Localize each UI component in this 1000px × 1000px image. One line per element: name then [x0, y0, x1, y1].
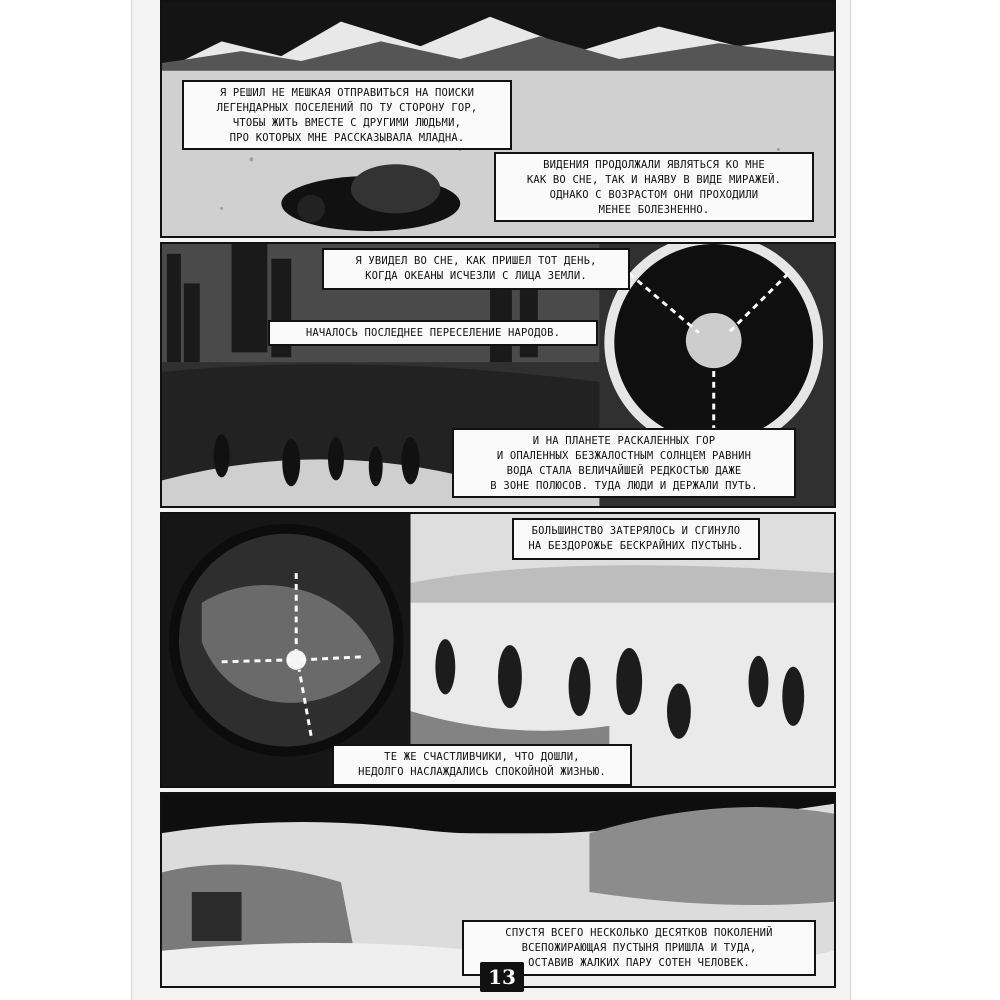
page-number: 13 — [480, 962, 524, 992]
caption-1: Я РЕШИЛ НЕ МЕШКАЯ ОТПРАВИТЬСЯ НА ПОИСКИ ЛЕГЕНДАРНЫХ ПОСЕЛЕНИЙ ПО ТУ СТОРОНУ ГОР, ЧТОБЫ ЖИТЬ ВМЕСТЕ С ДРУГИМИ ЛЮДЬМИ, ПРО КОТОРЫХ МНЕ РАССКАЗЫВАЛА МЛАДНА. — [182, 80, 512, 150]
caption-3: Я УВИДЕЛ ВО СНЕ, КАК ПРИШЕЛ ТОТ ДЕНЬ, КОГДА ОКЕАНЫ ИСЧЕЗЛИ С ЛИЦА ЗЕМЛИ. — [322, 248, 630, 290]
caption-5: И НА ПЛАНЕТЕ РАСКАЛЕННЫХ ГОР И ОПАЛЕННЫХ БЕЗЖАЛОСТНЫМ СОЛНЦЕМ РАВНИН ВОДА СТАЛА ВЕЛИЧАЙШЕЙ РЕДКОСТЬЮ ДАЖЕ В ЗОНЕ ПОЛЮСОВ. ТУДА ЛЮДИ И ДЕРЖАЛИ ПУТЬ. — [452, 428, 796, 498]
caption-7: ТЕ ЖЕ СЧАСТЛИВЧИКИ, ЧТО ДОШЛИ, НЕДОЛГО НАСЛАЖДАЛИСЬ СПОКОЙНОЙ ЖИЗНЬЮ. — [332, 744, 632, 786]
caption-6: БОЛЬШИНСТВО ЗАТЕРЯЛОСЬ И СГИНУЛО НА БЕЗДОРОЖЬЕ БЕСКРАЙНИХ ПУСТЫНЬ. — [512, 518, 760, 560]
caption-2: ВИДЕНИЯ ПРОДОЛЖАЛИ ЯВЛЯТЬСЯ КО МНЕ КАК ВО СНЕ, ТАК И НАЯВУ В ВИДЕ МИРАЖЕЙ. ОДНАКО С ВОЗРАСТОМ ОНИ ПРОХОДИЛИ МЕНЕЕ БОЛЕЗНЕННО. — [494, 152, 814, 222]
caption-4: НАЧАЛОСЬ ПОСЛЕДНЕЕ ПЕРЕСЕЛЕНИЕ НАРОДОВ. — [268, 320, 598, 346]
caption-8: СПУСТЯ ВСЕГО НЕСКОЛЬКО ДЕСЯТКОВ ПОКОЛЕНИЙ ВСЕПОЖИРАЮЩАЯ ПУСТЫНЯ ПРИШЛА И ТУДА, ОСТАВИВ ЖАЛКИХ ПАРУ СОТЕН ЧЕЛОВЕК. — [462, 920, 816, 976]
